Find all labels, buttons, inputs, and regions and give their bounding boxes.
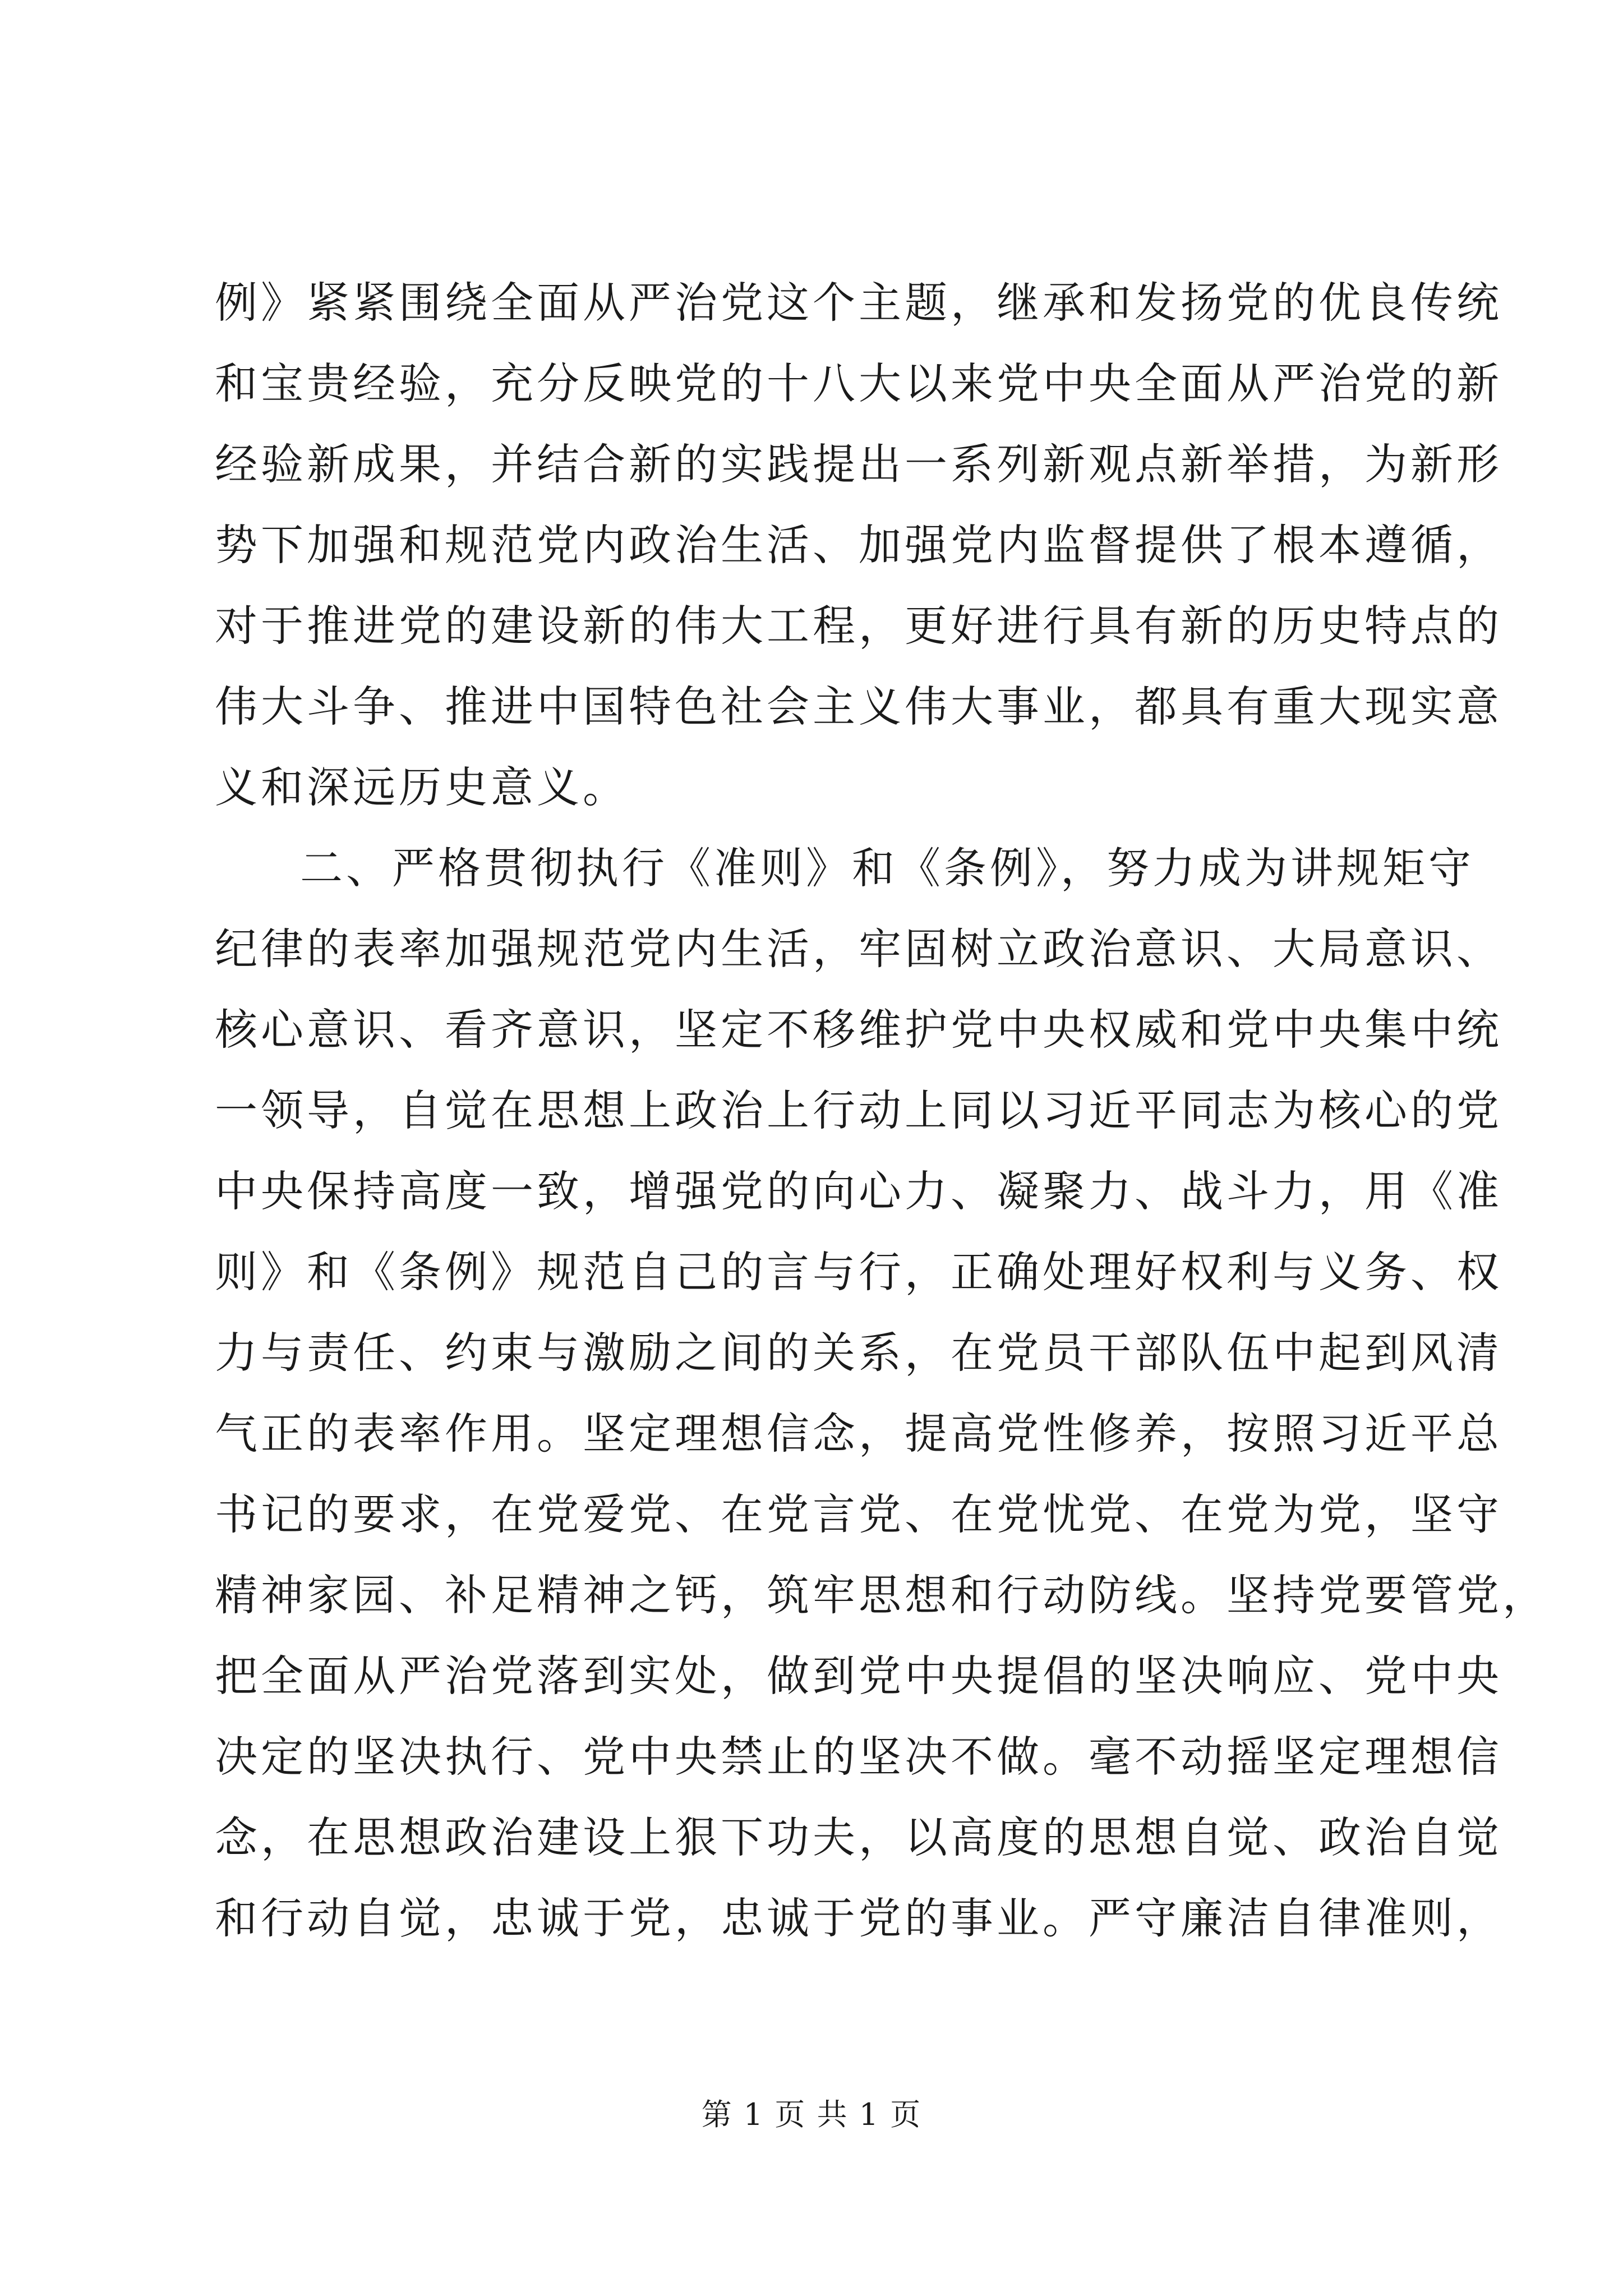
text-line: 对于推进党的建设新的伟大工程，更好进行具有新的历史特点的: [215, 601, 1502, 651]
text-line: 势下加强和规范党内政治生活、加强党内监督提供了根本遵循，: [215, 520, 1502, 570]
page-footer: 第 1 页 共 1 页: [701, 2097, 922, 2132]
text-line: 一领导，自觉在思想上政治上行动上同以习近平同志为核心的党: [215, 1085, 1502, 1135]
text-line: 精神家园、补足精神之钙，筑牢思想和行动防线。坚持党要管党，: [215, 1570, 1548, 1620]
text-line: 把全面从严治党落到实处，做到党中央提倡的坚决响应、党中央: [215, 1651, 1502, 1701]
text-line: 和宝贵经验，充分反映党的十八大以来党中央全面从严治党的新: [215, 358, 1502, 408]
text-line: 书记的要求，在党爱党、在党言党、在党忧党、在党为党，坚守: [215, 1489, 1502, 1539]
text-line: 中央保持高度一致，增强党的向心力、凝聚力、战斗力，用《准: [215, 1166, 1502, 1216]
text-line: 纪律的表率加强规范党内生活，牢固树立政治意识、大局意识、: [215, 924, 1502, 974]
text-line: 决定的坚决执行、党中央禁止的坚决不做。毫不动摇坚定理想信: [215, 1732, 1502, 1782]
text-line: 和行动自觉，忠诚于党，忠诚于党的事业。严守廉洁自律准则，: [215, 1893, 1502, 1943]
text-line: 伟大斗争、推进中国特色社会主义伟大事业，都具有重大现实意: [215, 682, 1502, 731]
text-line: 则》和《条例》规范自己的言与行，正确处理好权利与义务、权: [215, 1247, 1502, 1297]
body-text: [215, 263, 1548, 1959]
text-line: 气正的表率作用。坚定理想信念，提高党性修养，按照习近平总: [215, 1409, 1502, 1458]
paragraph-start-line: 二、严格贯彻执行《准则》和《条例》，努力成为讲规矩守: [300, 843, 1474, 893]
text-line: 念，在思想政治建设上狠下功夫，以高度的思想自觉、政治自觉: [215, 1812, 1502, 1862]
text-line: 例》紧紧围绕全面从严治党这个主题，继承和发扬党的优良传统: [215, 278, 1502, 328]
text-line: 经验新成果，并结合新的实践提出一系列新观点新举措，为新形: [215, 439, 1502, 489]
text-line: 核心意识、看齐意识，坚定不移维护党中央权威和党中央集中统: [215, 1005, 1502, 1055]
text-line: 义和深远历史意义。: [215, 762, 629, 812]
text-line: 力与责任、约束与激励之间的关系，在党员干部队伍中起到风清: [215, 1328, 1502, 1378]
